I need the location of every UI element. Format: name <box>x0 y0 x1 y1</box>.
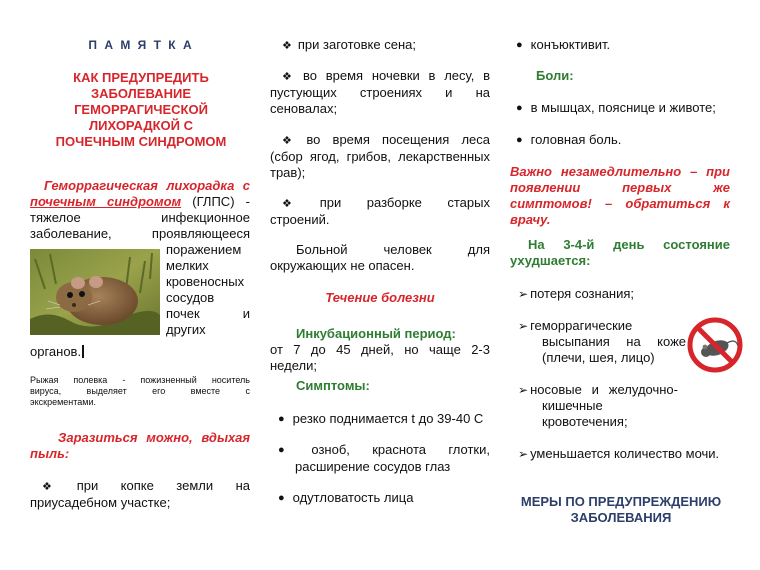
arrow-bullet-icon: ➢ <box>518 287 529 301</box>
pamyatka-label: П А М Я Т К А <box>88 38 194 52</box>
pain-text: в мышцах, пояснице и животе; <box>530 100 716 115</box>
worse-text: уменьшается количество мочи. <box>530 446 720 461</box>
worse-text: (плечи, шея, лицо) <box>542 350 655 365</box>
intro-wrap-line: мелких <box>166 258 209 273</box>
arrow-bullet-icon: ➢ <box>518 383 529 397</box>
note-line: окружающих не опасен. <box>270 258 415 273</box>
intro-wrap <box>166 242 250 338</box>
main-title-line: ГЕМОРРАГИЧЕСКОЙ <box>74 102 208 117</box>
symptom-text: резко поднимается t до 39-40 С <box>292 411 484 426</box>
important-line: врачу. <box>510 212 551 227</box>
pain-heading: Боли: <box>536 68 574 83</box>
incubation-line: недели; <box>270 358 317 373</box>
prevention-heading-line: МЕРЫ ПО ПРЕДУПРЕЖДЕНИЮ <box>520 494 722 509</box>
bullet-dig <box>30 478 250 511</box>
worse-text: носовые и желудочно- <box>530 382 678 397</box>
photo-caption-line: вируса, выделяет его вместе с <box>30 386 250 396</box>
intro-end-text: органов. <box>30 344 82 359</box>
worsening-line: ухудшается: <box>510 253 591 268</box>
worse-rash <box>518 318 686 366</box>
symptom-conjunctivitis <box>516 37 610 54</box>
bullet-dot-icon: ● <box>278 492 285 504</box>
diamond-bullet-icon: ❖ <box>282 40 292 52</box>
diamond-bullet-icon: ❖ <box>282 135 301 147</box>
intro-end <box>30 344 84 360</box>
symptom-puffiness <box>278 490 413 507</box>
important-note <box>510 164 730 228</box>
symptoms-heading: Симптомы: <box>296 378 370 393</box>
prevention-heading <box>510 494 732 526</box>
intro-line-1 <box>30 194 250 210</box>
intro-wrap-line: почек и <box>166 306 250 321</box>
bullet-hay-text: при заготовке сена; <box>297 37 416 52</box>
bullet-line: во время посещения леса <box>306 132 490 147</box>
pain-muscles <box>516 100 716 117</box>
worse-urine <box>518 446 719 462</box>
important-line: появлении первых же <box>510 180 730 195</box>
symptom-text: конъюктивит. <box>530 37 611 52</box>
worse-text: кровотечения; <box>542 414 628 429</box>
main-title <box>30 70 252 150</box>
photo-caption <box>30 375 250 408</box>
pain-headache <box>516 132 621 149</box>
worse-text: высыпания на коже <box>542 334 686 349</box>
diamond-bullet-icon: ❖ <box>282 198 314 210</box>
intro-line-3: заболевание, проявляющееся <box>30 226 250 241</box>
bullet-buildings <box>270 195 490 228</box>
worse-bleeding <box>518 382 678 430</box>
bullet-line: сеновалах; <box>270 101 338 116</box>
bullet-forest-night <box>270 68 490 117</box>
no-rodents-sign-icon <box>686 316 744 374</box>
bullet-dot-icon: ● <box>278 413 285 425</box>
incubation-text <box>270 342 490 374</box>
column-2 <box>270 0 490 570</box>
worse-text: кишечные <box>542 398 603 413</box>
pain-text: головная боль. <box>530 132 622 147</box>
intro-wrap-line: поражением <box>166 242 242 257</box>
important-line: симптомов! – обратиться к <box>510 196 730 211</box>
main-title-line: ЗАБОЛЕВАНИЕ <box>91 86 191 101</box>
intro-wrap-line: сосудов <box>166 290 215 305</box>
photo-caption-line: экскрементами. <box>30 397 96 407</box>
bullet-dot-icon: ● <box>516 134 523 146</box>
not-contagious-note <box>270 242 490 274</box>
bullet-line: во время ночевки в лесу, в <box>303 68 490 83</box>
bullet-forest-visit <box>270 132 490 181</box>
main-title-line: КАК ПРЕДУПРЕДИТЬ <box>73 70 209 85</box>
symptom-text: озноб, краснота глотки, <box>311 442 490 457</box>
infection-heading-line: пыль: <box>30 446 70 461</box>
infection-heading <box>30 430 250 462</box>
vole-photo-image <box>30 249 160 335</box>
bullet-line: при разборке старых <box>319 195 490 210</box>
bullet-dot-icon: ● <box>516 39 523 51</box>
diamond-bullet-icon: ❖ <box>282 71 297 83</box>
important-line: Важно незамедлительно – при <box>510 164 730 179</box>
bullet-line: пустующих строениях и на <box>270 85 490 100</box>
incubation-line: от 7 до 45 дней, но чаще 2-3 <box>270 342 490 357</box>
intro-emphasis-line-2: почечным синдромом <box>30 194 182 209</box>
bullet-dig-line: при копке земли на <box>76 478 250 493</box>
intro-emphasis-line-1: Геморрагическая лихорадка с <box>44 178 250 193</box>
main-title-line: ЛИХОРАДКОЙ С <box>89 118 193 133</box>
bullet-dot-icon: ● <box>516 102 523 114</box>
arrow-bullet-icon: ➢ <box>518 447 529 461</box>
column-3 <box>510 0 732 570</box>
worse-text: геморрагические <box>530 318 633 333</box>
worsening-line: На 3-4-й день состояние <box>528 237 730 252</box>
arrow-bullet-icon: ➢ <box>518 319 529 333</box>
bullet-line: трав); <box>270 165 306 180</box>
symptom-fever <box>278 411 483 428</box>
intro-line-2: тяжелое инфекционное <box>30 210 250 225</box>
symptom-text: одутловатость лица <box>292 490 414 505</box>
main-title-line: ПОЧЕЧНЫМ СИНДРОМОМ <box>55 134 227 149</box>
note-line: Больной человек для <box>296 242 490 257</box>
symptom-text: расширение сосудов глаз <box>295 459 451 474</box>
vole-photo <box>30 249 160 335</box>
bullet-hay <box>282 37 416 54</box>
diamond-bullet-icon: ❖ <box>42 481 71 493</box>
incubation-heading: Инкубационный период: <box>296 326 456 341</box>
symptom-chills <box>278 442 490 475</box>
bullet-dig-line: приусадебном участке; <box>30 495 171 510</box>
bullet-line: строений. <box>270 212 330 227</box>
intro-wrap-line: других <box>166 322 206 337</box>
photo-caption-line: Рыжая полевка - пожизненный носитель <box>30 375 250 385</box>
worsening-heading <box>510 237 730 269</box>
no-rodents-sign-graphic <box>686 316 744 374</box>
column-1 <box>30 0 252 570</box>
course-heading: Течение болезни <box>325 290 435 305</box>
bullet-line: (сбор ягод, грибов, лекарственных <box>270 149 490 164</box>
text-cursor <box>82 345 84 358</box>
infection-heading-line: Заразиться можно, вдыхая <box>58 430 250 445</box>
intro-line-1-tail: (ГЛПС) - <box>192 194 250 209</box>
intro-wrap-line: кровеносных <box>166 274 245 289</box>
bullet-dot-icon: ● <box>278 444 304 456</box>
worse-text: потеря сознания; <box>530 286 635 301</box>
prevention-heading-line: ЗАБОЛЕВАНИЯ <box>570 510 672 525</box>
worse-consciousness <box>518 286 634 302</box>
